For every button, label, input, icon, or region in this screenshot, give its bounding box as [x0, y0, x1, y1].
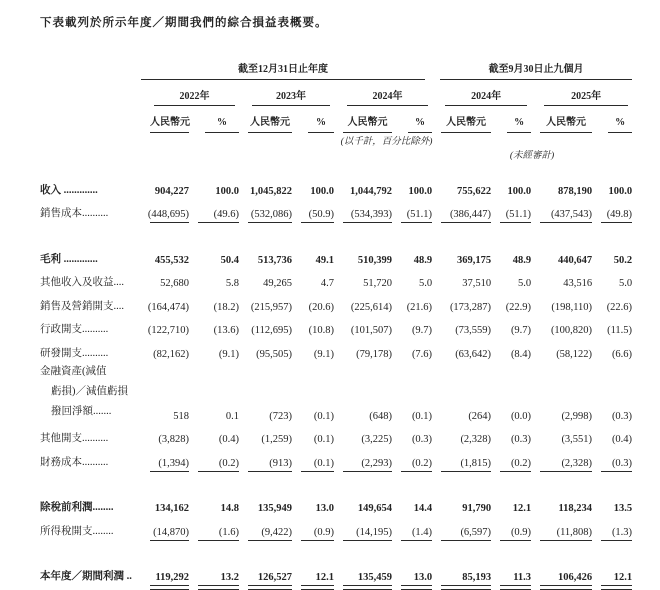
- subtotal-rule: [441, 540, 491, 541]
- year-header-9m-2025: 2025年: [544, 80, 628, 106]
- units-note-row: [40, 133, 632, 147]
- table-body: [40, 175, 632, 590]
- cell-value: (49.8): [606, 209, 633, 220]
- col-header-percent: %: [308, 110, 334, 133]
- subtotal-rule: [198, 222, 239, 223]
- cell-value: (9.1): [218, 348, 239, 360]
- cell-value: 14.4: [413, 503, 433, 514]
- cell-value: 106,426: [557, 572, 593, 583]
- cell-value: (2,328): [561, 457, 593, 469]
- cell-value: 48.9: [512, 254, 532, 266]
- cell-value: (448,695): [147, 209, 189, 220]
- cell-value: 135,459: [357, 572, 392, 583]
- cell-value: (0.3): [510, 434, 532, 445]
- cell-value: 11.3: [513, 572, 532, 583]
- subtotal-rule: [441, 222, 491, 223]
- cell-value: 119,292: [155, 572, 189, 583]
- total-double-rule: [540, 585, 592, 590]
- subtotal-rule: [248, 222, 292, 223]
- cell-value: 37,510: [462, 278, 492, 289]
- cell-value: (648): [369, 410, 392, 422]
- col-header-currency: 人民幣元: [343, 106, 392, 133]
- cell-value: (0.1): [313, 457, 334, 469]
- cell-value: 100.0: [215, 185, 239, 197]
- group-header-row: [40, 60, 632, 80]
- year-header-2023: 2023年: [252, 80, 330, 106]
- cell-value: (173,287): [449, 301, 492, 313]
- cell-value: (1,815): [460, 457, 492, 469]
- cell-value: (0.4): [611, 434, 633, 445]
- cell-value: 440,647: [557, 254, 593, 266]
- subtotal-rule: [500, 471, 531, 472]
- subtotal-rule: [150, 222, 189, 223]
- cell-value: (0.3): [611, 457, 633, 469]
- cell-value: (51.1): [505, 209, 532, 220]
- cell-value: (913): [269, 457, 292, 469]
- subtotal-rule: [540, 471, 592, 472]
- cell-value: 13.2: [220, 572, 239, 583]
- cell-value: (532,086): [250, 209, 292, 220]
- cell-value: 13.0: [315, 503, 334, 514]
- cell-value: (2,328): [460, 434, 492, 445]
- subtotal-rule: [248, 471, 292, 472]
- cell-value: 5.0: [418, 278, 433, 289]
- row-label: 所得稅開支........: [40, 525, 114, 537]
- cell-value: 510,399: [357, 254, 392, 266]
- row-selling-marketing-expenses: [40, 291, 632, 315]
- cell-value: (9.1): [313, 348, 334, 360]
- cell-value: (0.2): [218, 457, 239, 469]
- row-financial-assets-impairment: [40, 362, 632, 424]
- cell-value: (1,259): [261, 434, 292, 445]
- cell-value: 5.0: [618, 278, 633, 289]
- cell-value: (101,507): [350, 325, 392, 336]
- row-label: 行政開支..........: [40, 324, 109, 335]
- cell-value: 134,162: [154, 503, 189, 514]
- subtotal-rule: [343, 471, 392, 472]
- subtotal-rule: [401, 471, 432, 472]
- subtotal-rule: [601, 540, 632, 541]
- cell-value: (7.6): [411, 348, 433, 360]
- cell-value: (9.7): [510, 325, 532, 336]
- cell-value: 4.7: [320, 278, 334, 289]
- cell-value: 135,949: [257, 503, 292, 514]
- col-header-currency: 人民幣元: [150, 106, 189, 133]
- col-header-percent: %: [608, 110, 632, 133]
- row-label: 收入 .............: [40, 184, 98, 196]
- cell-value: 12.1: [613, 572, 633, 583]
- row-rd-expenses: [40, 338, 632, 362]
- cell-value: 878,190: [557, 185, 593, 197]
- cell-value: 126,527: [257, 572, 292, 583]
- cell-value: (2,998): [561, 410, 593, 422]
- cell-value: 13.0: [413, 572, 433, 583]
- cell-value: 43,516: [563, 278, 593, 289]
- subtotal-rule: [301, 222, 334, 223]
- cell-value: (100,820): [550, 325, 593, 336]
- cell-value: (215,957): [250, 301, 292, 313]
- col-header-percent: %: [408, 110, 432, 133]
- row-label: 毛利 .............: [40, 253, 98, 265]
- cell-value: (58,122): [556, 348, 593, 360]
- cell-value: (14,195): [356, 526, 392, 538]
- cell-value: (73,559): [455, 325, 492, 336]
- cell-value: (1.4): [411, 526, 433, 538]
- row-label: 銷售成本..........: [40, 208, 109, 219]
- cell-value: 455,532: [154, 254, 189, 266]
- cell-value: (0.4): [218, 434, 239, 445]
- header-body-gap: [40, 161, 632, 175]
- row-other-income-gains: [40, 268, 632, 292]
- year-header-2024: 2024年: [347, 80, 428, 106]
- cell-value: (0.9): [313, 526, 334, 538]
- col-header-currency: 人民幣元: [441, 106, 491, 133]
- cell-value: (0.3): [611, 410, 633, 422]
- section-gap: [40, 476, 632, 493]
- col-header-currency: 人民幣元: [248, 106, 292, 133]
- row-profit-before-tax: [40, 493, 632, 517]
- row-label: 本年度／期間利潤 ..: [40, 571, 132, 582]
- cell-value: 1,044,792: [350, 185, 392, 197]
- cell-value: (1.3): [611, 526, 633, 538]
- cell-value: (79,178): [356, 348, 392, 360]
- col-header-percent: %: [205, 110, 239, 133]
- cell-value: (14,870): [153, 526, 189, 538]
- cell-value: 755,622: [456, 185, 492, 197]
- row-gross-profit: [40, 244, 632, 268]
- cell-value: 0.1: [225, 410, 239, 422]
- cell-value: (1.6): [218, 526, 239, 538]
- cell-value: (9,422): [261, 526, 292, 538]
- cell-value: (723): [269, 410, 292, 422]
- total-double-rule: [441, 585, 491, 590]
- cell-value: (0.2): [411, 457, 433, 469]
- row-finance-costs: [40, 447, 632, 471]
- cell-value: (0.1): [313, 434, 334, 445]
- cell-value: (0.9): [510, 526, 532, 538]
- cell-value: (3,551): [561, 434, 593, 445]
- row-label: 除稅前利潤........: [40, 502, 114, 513]
- cell-value: (198,110): [551, 301, 593, 313]
- cell-value: (2,293): [361, 457, 392, 469]
- cell-value: 5.0: [517, 278, 532, 289]
- cell-value: (49.6): [213, 209, 239, 220]
- subtotal-rule: [301, 540, 334, 541]
- cell-value: 85,193: [462, 572, 492, 583]
- group-header-nine-months: 截至9月30日止九個月: [440, 60, 632, 80]
- cell-value: (264): [468, 410, 492, 422]
- row-label: 其他收入及收益....: [40, 277, 124, 288]
- cell-value: (82,162): [153, 348, 189, 360]
- cell-value: (0.0): [510, 410, 532, 422]
- section-gap: [40, 227, 632, 244]
- cell-value: (3,225): [361, 434, 392, 445]
- subtotal-rule: [441, 471, 491, 472]
- cell-value: 100.0: [408, 185, 433, 197]
- subtotal-rule: [601, 222, 632, 223]
- cell-value: (11,808): [556, 526, 593, 538]
- unaudited-note-row: [40, 147, 632, 161]
- cell-value: 52,680: [160, 278, 189, 289]
- double-rule-row: [40, 585, 632, 590]
- subtotal-rule: [248, 540, 292, 541]
- subtotal-rule: [401, 540, 432, 541]
- cell-value: 100.0: [507, 185, 532, 197]
- cell-value: 149,654: [357, 503, 392, 514]
- row-cost-of-sales: [40, 199, 632, 223]
- cell-value: (0.3): [411, 434, 433, 445]
- row-profit-for-period: [40, 562, 632, 586]
- group-header-annual: 截至12月31日止年度: [141, 60, 425, 80]
- cell-value: (437,543): [550, 209, 593, 220]
- subtotal-rule: [540, 222, 592, 223]
- subtotal-rule: [500, 222, 531, 223]
- cell-value: (11.5): [607, 325, 633, 336]
- row-label: 其他開支..........: [40, 433, 109, 444]
- row-administrative-expenses: [40, 315, 632, 339]
- cell-value: 49,265: [263, 278, 292, 289]
- units-note: (以千計，百分比除外): [340, 137, 433, 147]
- total-double-rule: [601, 585, 632, 590]
- cell-value: 5.8: [225, 278, 239, 289]
- year-header-9m-2024: 2024年: [445, 80, 527, 106]
- cell-value: (51.1): [406, 209, 433, 220]
- cell-value: (0.2): [510, 457, 532, 469]
- unaudited-note: (未經審計): [509, 151, 555, 161]
- cell-value: 91,790: [462, 503, 492, 514]
- subtotal-rule: [198, 540, 239, 541]
- subtotal-rule: [540, 540, 592, 541]
- cell-value: (386,447): [449, 209, 492, 220]
- row-label: 研發開支..........: [40, 347, 109, 359]
- column-header-row: [40, 106, 632, 133]
- total-double-rule: [500, 585, 531, 590]
- label-column-spacer: [40, 60, 141, 80]
- cell-value: (6.6): [611, 348, 633, 360]
- cell-value: (63,642): [455, 348, 492, 360]
- cell-value: (21.6): [406, 301, 433, 313]
- total-double-rule: [343, 585, 392, 590]
- row-label-line: 撥回淨額.......: [51, 405, 112, 417]
- cell-value: 51,720: [363, 278, 392, 289]
- cell-value: 100.0: [310, 185, 334, 197]
- cell-value: (225,614): [350, 301, 392, 313]
- year-header-row: [40, 80, 632, 106]
- subtotal-rule: [601, 471, 632, 472]
- cell-value: (18.2): [213, 301, 239, 313]
- page-title: 下表載列於所示年度／期間我們的綜合損益表概要。: [40, 17, 328, 29]
- cell-value: (22.6): [606, 301, 633, 313]
- subtotal-rule: [343, 222, 392, 223]
- cell-value: (50.9): [308, 209, 334, 220]
- section-gap: [40, 545, 632, 562]
- cell-value: 48.9: [413, 254, 433, 266]
- col-header-currency: 人民幣元: [540, 106, 592, 133]
- cell-value: (112,695): [251, 325, 292, 336]
- subtotal-rule: [500, 540, 531, 541]
- cell-value: (0.1): [313, 410, 334, 422]
- cell-value: (9.7): [411, 325, 433, 336]
- income-statement-table: [40, 60, 632, 590]
- cell-value: 50.2: [613, 254, 633, 266]
- cell-value: (10.8): [308, 325, 334, 336]
- total-double-rule: [150, 585, 189, 590]
- cell-value: 49.1: [315, 254, 334, 266]
- cell-value: 513,736: [257, 254, 292, 266]
- subtotal-rule: [150, 540, 189, 541]
- cell-value: (8.4): [510, 348, 532, 360]
- row-other-expenses: [40, 424, 632, 448]
- year-header-2022: 2022年: [154, 80, 235, 106]
- cell-value: (0.1): [411, 410, 433, 422]
- total-double-rule: [401, 585, 432, 590]
- row-label-line: 金融資產(減值: [40, 365, 107, 377]
- total-double-rule: [198, 585, 239, 590]
- cell-value: 50.4: [220, 254, 239, 266]
- subtotal-rule: [401, 222, 432, 223]
- cell-value: (164,474): [147, 301, 189, 313]
- col-header-percent: %: [507, 110, 531, 133]
- row-label: [40, 362, 141, 424]
- subtotal-rule: [301, 471, 334, 472]
- cell-value: (20.6): [308, 301, 334, 313]
- cell-value: (6,597): [460, 526, 492, 538]
- cell-value: 904,227: [154, 185, 189, 197]
- total-double-rule: [248, 585, 292, 590]
- row-revenue: [40, 175, 632, 199]
- cell-value: (3,828): [158, 434, 189, 445]
- cell-value: 13.5: [613, 503, 633, 514]
- subtotal-rule: [343, 540, 392, 541]
- row-income-tax-expense: [40, 516, 632, 540]
- cell-value: (13.6): [213, 325, 239, 336]
- subtotal-rule: [198, 471, 239, 472]
- cell-value: 518: [173, 410, 189, 422]
- cell-value: (1,394): [158, 457, 189, 469]
- total-double-rule: [301, 585, 334, 590]
- cell-value: 118,234: [558, 503, 593, 514]
- cell-value: 369,175: [456, 254, 492, 266]
- row-label: 銷售及營銷開支....: [40, 300, 124, 312]
- row-label-line: 虧損)／減值虧損: [51, 385, 128, 397]
- cell-value: 12.1: [512, 503, 532, 514]
- subtotal-rule: [150, 471, 189, 472]
- cell-value: 14.8: [220, 503, 239, 514]
- cell-value: (95,505): [256, 348, 292, 360]
- cell-value: 1,045,822: [250, 185, 292, 197]
- cell-value: (534,393): [350, 209, 392, 220]
- cell-value: 12.1: [315, 572, 334, 583]
- row-label: 財務成本..........: [40, 456, 109, 468]
- cell-value: (122,710): [147, 325, 189, 336]
- cell-value: (22.9): [505, 301, 532, 313]
- cell-value: 100.0: [608, 185, 633, 197]
